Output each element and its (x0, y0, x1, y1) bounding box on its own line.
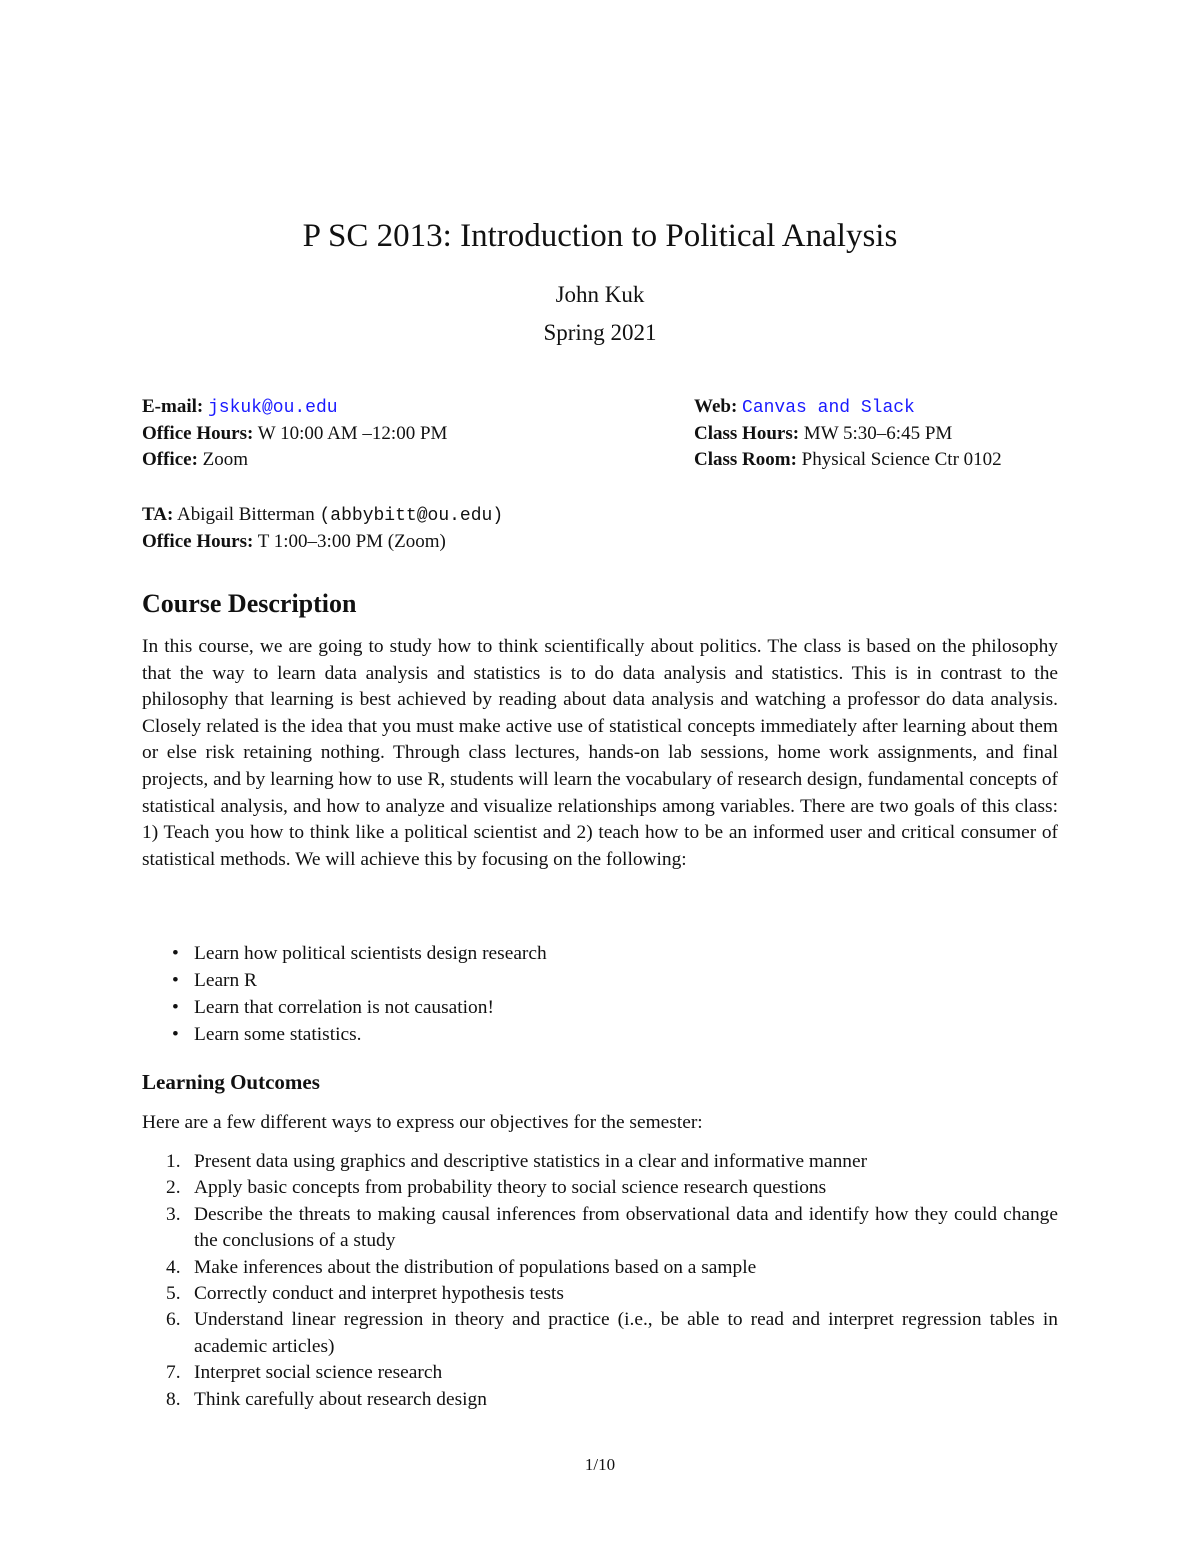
ta-row (142, 502, 503, 529)
class-room-row (694, 447, 1074, 473)
item-number: 6. (166, 1309, 181, 1331)
bullet-icon: • (172, 1024, 179, 1045)
outcome-text: Apply basic concepts from probability theory to social science research questions (194, 1177, 827, 1199)
learning-outcomes-intro: Here are a few different ways to express our objectives for the semester: (142, 1112, 703, 1133)
list-item (142, 1281, 1058, 1307)
item-number: 5. (166, 1283, 181, 1305)
list-item (142, 1307, 1058, 1360)
list-item (142, 967, 547, 994)
office-label: Office: (142, 449, 198, 470)
outcome-text: Present data using graphics and descriptive statistics in a clear and informative manner (194, 1151, 868, 1172)
list-item (142, 1021, 547, 1048)
office-value: Zoom (202, 449, 249, 470)
outcome-text: Correctly conduct and interpret hypothesis tests (194, 1283, 564, 1305)
list-item (142, 1202, 1058, 1255)
document-title: P SC 2013: Introduction to Political Analysis (302, 218, 898, 254)
list-item (142, 994, 547, 1021)
office-row (142, 447, 682, 473)
item-number: 2. (166, 1177, 181, 1199)
ta-office-hours-row (142, 529, 503, 555)
item-number: 4. (166, 1256, 181, 1278)
course-description-paragraph: In this course, we are going to study how to think scientifically about politics. The class is based on the philosophy that the way to learn data analysis and statistics is to do data analysis and statistics. This is in contrast to the philosophy that learning is best achieved by reading about data analysis and watching a professor do data analysis. Closely related is the idea that you must make active use of statistical concepts immediately after learning about them or else risk retaining nothing. Through class lectures, hands-on lab sessions, home work assignments, and final projects, and by learning how to use R, students will learn the vocabulary of research design, fundamental concepts of statistical analysis, and how to analyze and visualize relationships among variables. There are two goals of this class: 1) Teach you how to think like a political scientist and 2) teach how to be an informed user and critical consumer of statistical methods. We will achieve this by focusing on the following: (142, 636, 1058, 870)
course-description-heading: Course Description (142, 589, 357, 618)
class-room-label: Class Room: (694, 449, 797, 470)
goals-list (142, 940, 547, 1048)
web-label: Web: (694, 396, 738, 417)
ta-label: TA: (142, 504, 174, 525)
learning-outcomes-heading: Learning Outcomes (142, 1070, 320, 1094)
list-item (142, 1360, 1058, 1386)
office-hours-value: W 10:00 AM –12:00 PM (257, 423, 448, 444)
outcome-text: Interpret social science research (194, 1362, 443, 1384)
office-hours-row (142, 421, 682, 447)
ta-email: (abbybitt@ou.edu) (319, 506, 504, 526)
list-item (142, 1387, 1058, 1413)
item-number: 7. (166, 1362, 181, 1384)
goal-text: Learn R (194, 970, 257, 991)
ta-info (142, 502, 503, 555)
goal-text: Learn some statistics. (194, 1024, 362, 1045)
web-row (694, 394, 1074, 421)
ta-name: Abigail Bitterman (177, 504, 315, 525)
ta-office-hours-label: Office Hours: (142, 531, 254, 552)
outcome-text: Make inferences about the distribution of populations based on a sample (194, 1256, 757, 1278)
office-hours-label: Office Hours: (142, 423, 254, 444)
bullet-icon: • (172, 997, 179, 1018)
class-room-value: Physical Science Ctr 0102 (801, 449, 1002, 470)
outcome-text: Think carefully about research design (194, 1388, 487, 1410)
item-number: 1. (166, 1151, 181, 1172)
contact-info-left (142, 394, 682, 473)
outcome-text: Understand linear regression in theory and practice (i.e., be able to read and interpret regression tables in academic articles) (194, 1309, 1058, 1357)
web-link[interactable]: Canvas and Slack (742, 398, 915, 418)
goal-text: Learn how political scientists design research (194, 943, 547, 964)
email-link[interactable]: jskuk@ou.edu (207, 398, 338, 418)
bullet-icon: • (172, 943, 179, 964)
class-hours-label: Class Hours: (694, 423, 800, 444)
outcomes-list (142, 1149, 1058, 1413)
email-row (142, 394, 682, 421)
ta-office-hours-value: T 1:00–3:00 PM (Zoom) (257, 531, 446, 552)
list-item (142, 1255, 1058, 1281)
class-hours-row (694, 421, 1074, 447)
bullet-icon: • (172, 970, 179, 991)
list-item (142, 1175, 1058, 1201)
page-number: 1/10 (584, 1455, 616, 1474)
course-term: Spring 2021 (543, 320, 657, 345)
list-item (142, 1149, 1058, 1175)
author-name: John Kuk (555, 282, 645, 307)
item-number: 3. (166, 1203, 181, 1225)
goal-text: Learn that correlation is not causation! (194, 997, 494, 1018)
contact-info-right (694, 394, 1074, 473)
list-item (142, 940, 547, 967)
class-hours-value: MW 5:30–6:45 PM (803, 423, 953, 444)
outcome-text: Describe the threats to making causal inferences from observational data and identify how they could change the conclusions of a study (194, 1203, 1058, 1252)
item-number: 8. (166, 1388, 181, 1410)
email-label: E-mail: (142, 396, 204, 417)
